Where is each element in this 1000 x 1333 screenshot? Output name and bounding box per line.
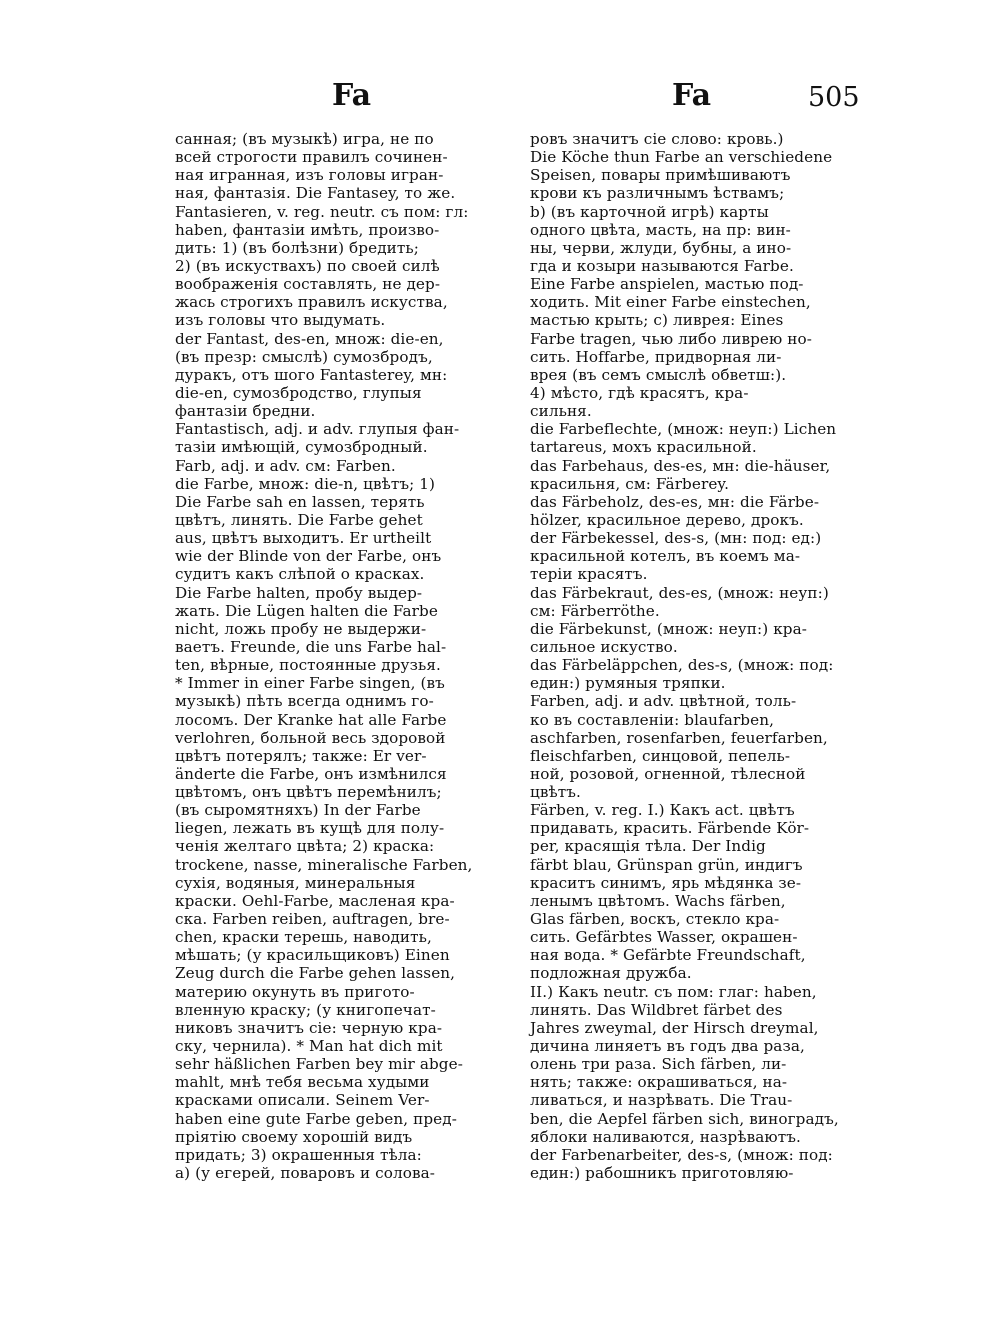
text-line: ten, вѣрные, постоянные друзья. xyxy=(175,656,441,675)
text-line: Die Farbe sah en lassen, терять xyxy=(175,492,425,511)
text-line: ска. Farben reiben, auftragen, bre- xyxy=(175,910,450,929)
text-line: ная игранная, изъ головы игран- xyxy=(175,166,444,185)
text-line: дуракъ, отъ шого Fantasterey, мн: xyxy=(175,365,448,384)
text-line: Farben, adj. и adv. цвѣтной, толь- xyxy=(530,692,797,711)
text-line: ску, чернила). * Man hat dich mit xyxy=(175,1037,443,1056)
text-line: дичина линяетъ въ годъ два раза, xyxy=(530,1037,805,1056)
text-line: нять; также: окрашиваться, на- xyxy=(530,1073,788,1092)
text-line: färbt blau, Grünspan grün, индигъ xyxy=(530,855,803,874)
text-line: nicht, ложь пробу не выдержи- xyxy=(175,619,427,638)
text-line: ходить. Mit einer Farbe einstechen, xyxy=(530,293,811,312)
text-line: mahlt, мнѣ тебя весьма худыми xyxy=(175,1073,430,1092)
right-running-head: Fa xyxy=(672,78,712,113)
text-line: красильной котелъ, въ коемъ ма- xyxy=(530,547,801,566)
text-line: das Färbeläppchen, des-s, (множ: под: xyxy=(530,656,834,675)
text-line: музыкѣ) пѣть всегда однимъ го- xyxy=(175,692,434,711)
text-line: придать; 3) окрашенныя тѣла: xyxy=(175,1145,422,1164)
text-line: воображенія составлять, не дер- xyxy=(175,275,441,294)
text-line: das Färbeholz, des-es, мн: die Färbe- xyxy=(530,492,820,511)
text-line: b) (въ карточной игрѣ) карты xyxy=(530,202,769,221)
text-line: придавать, красить. Färbende Kör- xyxy=(530,819,810,838)
text-line: Speisen, повары примѣшиваютъ xyxy=(530,166,791,185)
text-line: ны, черви, жлуди, бубны, а ино- xyxy=(530,238,792,257)
text-line: fleischfarben, синцовой, пепель- xyxy=(530,746,791,765)
text-line: яблоки наливаются, назрѣваютъ. xyxy=(530,1127,801,1146)
text-line: der Fantast, des-en, множ: die-en, xyxy=(175,329,444,348)
text-line: Eine Farbe anspielen, мастью под- xyxy=(530,275,804,294)
text-line: един:) румяныя тряпки. xyxy=(530,674,726,693)
text-line: врея (въ семъ смыслѣ обветш:). xyxy=(530,365,787,384)
text-line: ная вода. * Gefärbte Freundschaft, xyxy=(530,946,806,965)
text-line: ben, die Aepfel färben sich, виноградъ, xyxy=(530,1109,839,1128)
text-line: лосомъ. Der Kranke hat alle Farbe xyxy=(175,710,447,729)
text-line: никовъ значитъ сіе: черную кра- xyxy=(175,1018,443,1037)
text-line: 2) (въ искуствахъ) по своей силѣ xyxy=(175,256,440,275)
text-line: * Immer in einer Farbe singen, (въ xyxy=(175,674,445,693)
text-line: материю окунуть въ пригото- xyxy=(175,982,415,1001)
text-line: сильное искуство. xyxy=(530,637,678,656)
text-line: tartareus, мохъ красильной. xyxy=(530,438,757,457)
left-running-head: Fa xyxy=(332,78,372,113)
text-line: см: Färberröthe. xyxy=(530,601,660,620)
page-number: 505 xyxy=(808,82,860,113)
text-line: aschfarben, rosenfarben, feuerfarben, xyxy=(530,728,828,747)
text-line: сить. Gefärbtes Wasser, окрашен- xyxy=(530,928,798,947)
text-line: trockene, nasse, mineralische Farben, xyxy=(175,855,473,874)
text-line: краски. Oehl-Farbe, масленая кра- xyxy=(175,891,455,910)
text-line: Glas färben, воскъ, стекло кра- xyxy=(530,910,780,929)
text-line: дить: 1) (въ болѣзни) бредить; xyxy=(175,238,419,257)
text-line: сильня. xyxy=(530,402,592,421)
text-line: красильня, см: Färberey. xyxy=(530,474,730,493)
text-line: wie der Blinde von der Farbe, онъ xyxy=(175,547,442,566)
text-line: Färben, v. reg. I.) Какъ act. цвѣтъ xyxy=(530,801,795,820)
text-line: пріятію своему хорошій видъ xyxy=(175,1127,413,1146)
text-line: цвѣтъ потерялъ; также: Er ver- xyxy=(175,746,427,765)
text-line: Fantastisch, adj. и adv. глупыя фан- xyxy=(175,420,460,439)
text-line: всей строгости правилъ сочинен- xyxy=(175,148,448,167)
text-line: ко въ составленіи: blaufarben, xyxy=(530,710,775,729)
text-line: (въ сыромятняхъ) In der Farbe xyxy=(175,801,421,820)
text-line: (въ презр: смыслѣ) сумозбродъ, xyxy=(175,347,433,366)
text-line: 4) мѣсто, гдѣ красятъ, кра- xyxy=(530,383,749,402)
text-line: изъ головы что выдумать. xyxy=(175,311,386,330)
text-line: änderte die Farbe, онъ измѣнился xyxy=(175,764,447,783)
text-line: ная, фантазія. Die Fantasey, то же. xyxy=(175,184,456,203)
text-line: Fantasieren, v. reg. neutr. съ пом: гл: xyxy=(175,202,469,221)
text-line: Die Köche thun Farbe an verschiedene xyxy=(530,148,833,167)
text-line: chen, краски терешь, наводить, xyxy=(175,928,432,947)
text-line: крови къ различнымъ ѣствамъ; xyxy=(530,184,785,203)
text-line: hölzer, красильное дерево, дрокъ. xyxy=(530,510,804,529)
text-line: Farb, adj. и adv. см: Farben. xyxy=(175,456,396,475)
text-line: подложная дружба. xyxy=(530,964,692,983)
text-line: das Färbekraut, des-es, (множ: неуп:) xyxy=(530,583,829,602)
text-line: der Färbekessel, des-s, (мн: под: ед:) xyxy=(530,529,822,548)
text-line: тазіи имѣющій, сумозбродный. xyxy=(175,438,428,457)
text-line: die-en, сумозбродство, глупыя xyxy=(175,383,422,402)
text-line: haben eine gute Farbe geben, пред- xyxy=(175,1109,457,1128)
text-line: санная; (въ музыкѣ) игра, не по xyxy=(175,130,434,148)
left-column xyxy=(175,130,515,1182)
text-line: цвѣтомъ, онъ цвѣтъ перемѣнилъ; xyxy=(175,783,442,802)
text-line: вленную краску; (у книгопечат- xyxy=(175,1000,436,1019)
text-line: ровъ значитъ сіе слово: кровь.) xyxy=(530,130,784,148)
text-line: II.) Какъ neutr. съ пом: глаг: haben, xyxy=(530,982,817,1001)
text-line: verlohren, больной весь здоровой xyxy=(175,728,446,747)
text-line: Zeug durch die Farbe gehen lassen, xyxy=(175,964,456,983)
text-line: der Farbenarbeiter, des-s, (множ: под: xyxy=(530,1145,833,1164)
text-line: ченія желтаго цвѣта; 2) краска: xyxy=(175,837,435,856)
right-column xyxy=(530,130,862,1182)
text-line: a) (у егерей, поваровъ и солова- xyxy=(175,1164,436,1183)
text-line: жась строгихъ правилъ искуства, xyxy=(175,293,448,312)
text-line: мѣшать; (у красильщиковъ) Einen xyxy=(175,946,450,965)
text-line: линять. Das Wildbret färbet des xyxy=(530,1000,783,1019)
text-line: die Farbeflechte, (множ: неуп:) Lichen xyxy=(530,420,837,439)
text-line: haben, фантазіи имѣть, произво- xyxy=(175,220,440,239)
text-line: per, красящія тѣла. Der Indig xyxy=(530,837,766,856)
text-line: ваетъ. Freunde, die uns Farbe hal- xyxy=(175,637,447,656)
text-line: Jahres zweymal, der Hirsch dreymal, xyxy=(530,1018,819,1037)
text-line: die Färbekunst, (множ: неуп:) кра- xyxy=(530,619,808,638)
text-line: das Farbehaus, des-es, мн: die-häuser, xyxy=(530,456,831,475)
text-line: мастью крыть; c) ливрея: Eines xyxy=(530,311,784,330)
text-line: aus, цвѣтъ выходитъ. Er urtheilt xyxy=(175,529,432,548)
text-line: ной, розовой, огненной, тѣлесной xyxy=(530,764,806,783)
text-line: die Farbe, множ: die-n, цвѣтъ; 1) xyxy=(175,474,436,493)
text-line: фантазіи бредни. xyxy=(175,402,316,421)
text-line: олень три раза. Sich färben, ли- xyxy=(530,1055,787,1074)
text-line: Farbe tragen, чью либо ливрею но- xyxy=(530,329,812,348)
text-line: красками описали. Seinem Ver- xyxy=(175,1091,430,1110)
text-line: цвѣтъ, линять. Die Farbe gehet xyxy=(175,510,423,529)
text-line: сить. Hoffarbe, придворная ли- xyxy=(530,347,782,366)
text-line: един:) рабошникъ приготовляю- xyxy=(530,1164,794,1183)
text-line: гда и козыри называются Farbe. xyxy=(530,256,794,275)
text-line: цвѣтъ. xyxy=(530,783,581,802)
text-line: sehr häßlichen Farben bey mir abge- xyxy=(175,1055,463,1074)
text-line: Die Farbe halten, пробу выдер- xyxy=(175,583,423,602)
text-line: сухія, водяныя, минеральныя xyxy=(175,873,416,892)
text-line: краситъ синимъ, ярь мѣдянка зе- xyxy=(530,873,802,892)
text-line: судитъ какъ слѣпой о красках. xyxy=(175,565,425,584)
text-line: ливаться, и назрѣвать. Die Trau- xyxy=(530,1091,793,1110)
text-line: ленымъ цвѣтомъ. Wachs färben, xyxy=(530,891,786,910)
text-line: теріи красятъ. xyxy=(530,565,648,584)
text-line: одного цвѣта, масть, на пр: вин- xyxy=(530,220,791,239)
text-line: жать. Die Lügen halten die Farbe xyxy=(175,601,438,620)
text-line: liegen, лежать въ кущѣ для полу- xyxy=(175,819,445,838)
